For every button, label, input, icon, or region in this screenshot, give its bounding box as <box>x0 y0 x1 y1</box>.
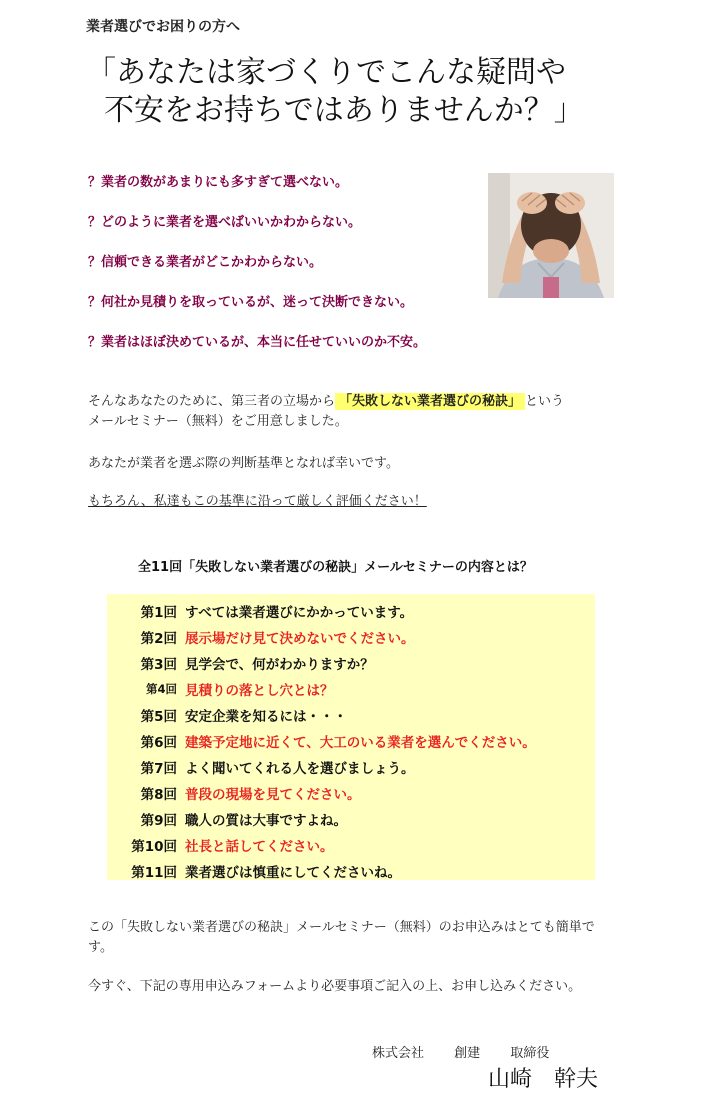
question-item: ？何社か見積りを取っているが、迷って決断できない。 <box>88 295 414 310</box>
company-type: 株式会社 <box>372 1046 425 1061</box>
main-headline <box>86 54 646 130</box>
signer-name: 山崎 幹夫 <box>488 1067 599 1092</box>
session-title: 展示場だけ見て決めないでください。 <box>185 631 415 647</box>
session-title: 見学会で、何がわかりますか？ <box>185 657 374 673</box>
question-item: ？業者の数があまりにも多すぎて選べない。 <box>88 175 349 190</box>
signer-title: 取締役 <box>510 1046 550 1061</box>
hope-text: あなたが業者を選ぶ際の判断基準となれば幸いです。 <box>88 456 399 471</box>
seminar-row <box>107 676 595 702</box>
question-list <box>88 174 488 374</box>
seminar-row <box>107 832 595 858</box>
worried-person-illustration <box>488 173 614 298</box>
session-title: 安定企業を知るには・・・ <box>185 709 347 725</box>
seminar-contents-box <box>107 594 595 880</box>
session-title: 業者選びは慎重にしてくださいね。 <box>185 865 401 881</box>
question-item: ？信頼できる業者がどこかわからない。 <box>88 255 323 270</box>
session-title: 建築予定地に近くて、大工のいる業者を選んでください。 <box>185 735 536 751</box>
intro-paragraph <box>88 392 608 432</box>
headline-line-2: 不安をお持ちではありませんか？」 <box>104 93 584 128</box>
seminar-row <box>107 806 595 832</box>
session-title: よく聞いてくれる人を選びましょう。 <box>185 761 415 777</box>
session-number: 第7回 <box>140 761 177 777</box>
signature-line <box>372 1042 575 1061</box>
eyebrow-text: 業者選びでお困りの方へ <box>86 19 240 35</box>
seminar-row <box>107 598 595 624</box>
apply-text: この「失敗しない業者選びの秘訣」メールセミナー（無料）のお申込みはとても簡単です。 <box>88 920 595 955</box>
seminar-row <box>107 650 595 676</box>
question-item: ？どのように業者を選べばいいかわからない。 <box>88 215 362 230</box>
session-number: 第9回 <box>140 813 177 829</box>
session-title: すべては業者選びにかかっています。 <box>185 605 414 621</box>
session-title: 社長と話してください。 <box>185 839 334 855</box>
session-number: 第5回 <box>140 709 177 725</box>
intro-text-before: そんなあなたのために、第三者の立場から <box>88 394 336 409</box>
seminar-title: 全11回「失敗しない業者選びの秘訣」メールセミナーの内容とは？ <box>138 560 533 575</box>
question-item: ？業者はほぼ決めているが、本当に任せていいのか不安。 <box>88 335 427 350</box>
session-title: 職人の質は大事ですよね。 <box>185 813 347 829</box>
seminar-row <box>107 624 595 650</box>
evaluate-text <box>88 492 608 512</box>
session-number: 第6回 <box>140 735 177 751</box>
intro-text-line2: メールセミナー（無料）をご用意しました。 <box>88 414 348 429</box>
seminar-row <box>107 780 595 806</box>
session-number: 第2回 <box>140 631 177 647</box>
headline-line-1: 「あなたは家づくりでこんな疑問や <box>86 55 566 90</box>
intro-text-after: という <box>525 394 565 409</box>
form-instruction-text: 今すぐ、下記の専用申込みフォームより必要事項ご記入の上、お申し込みください。 <box>88 979 582 994</box>
session-number: 第4回 <box>145 682 177 696</box>
session-number: 第11回 <box>131 865 177 881</box>
seminar-row <box>107 702 595 728</box>
company-name: 創建 <box>454 1046 481 1061</box>
evaluate-underlined-text: もちろん、私達もこの基準に沿って厳しく評価ください！ <box>88 494 427 509</box>
worried-person-photo <box>488 173 614 298</box>
session-title: 見積りの落とし穴とは？ <box>185 683 334 699</box>
session-title: 普段の現場を見てください。 <box>185 787 361 803</box>
seminar-row <box>107 728 595 754</box>
seminar-row <box>107 858 595 884</box>
session-number: 第3回 <box>140 657 177 673</box>
secret-highlight: 「失敗しない業者選びの秘訣」 <box>335 393 525 410</box>
session-number: 第1回 <box>140 605 177 621</box>
seminar-row <box>107 754 595 780</box>
session-number: 第8回 <box>140 787 177 803</box>
session-number: 第10回 <box>131 839 177 855</box>
